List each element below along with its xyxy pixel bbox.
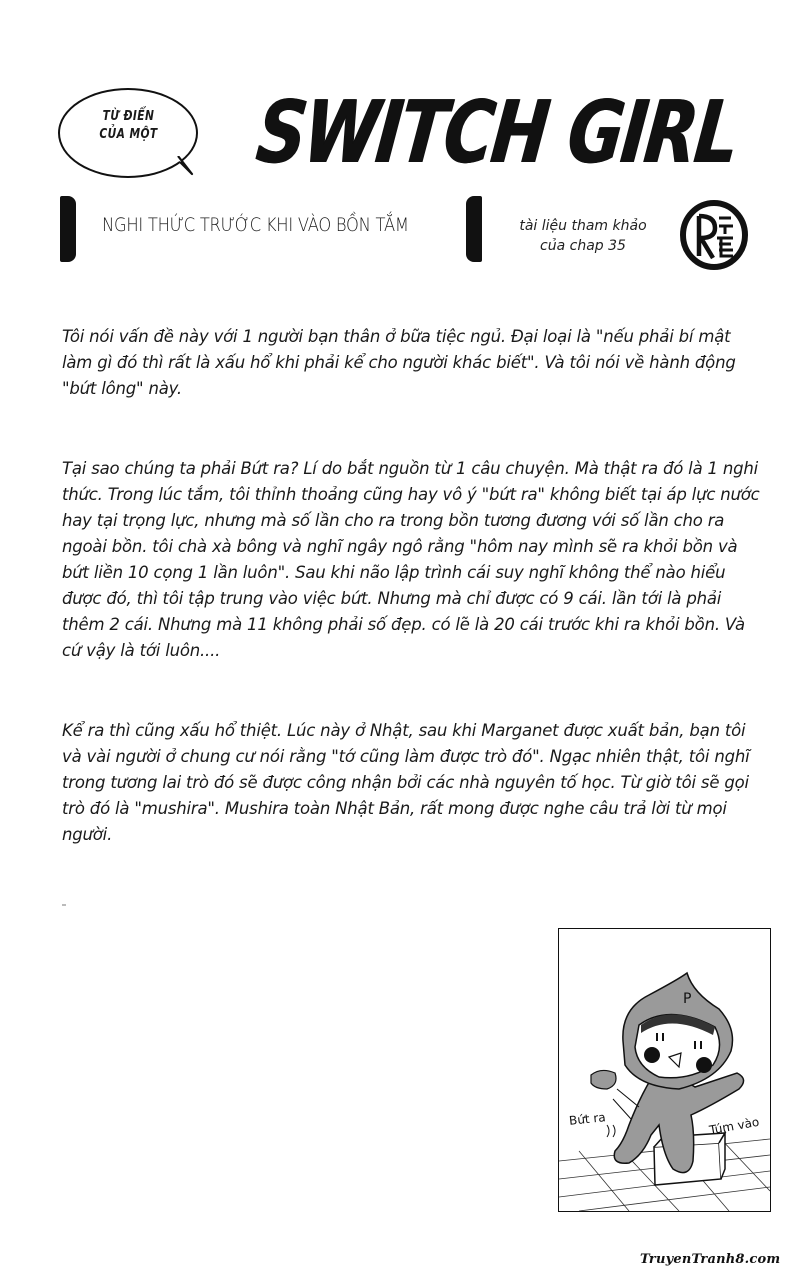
seal-stamp-icon	[679, 200, 749, 270]
illustration-panel	[558, 928, 771, 1212]
bubble-text	[71, 108, 187, 144]
series-logo: SWITCH GIRL	[252, 83, 743, 183]
speech-bubble-tail-icon	[176, 156, 196, 176]
svg-text:P: P	[683, 991, 692, 1007]
bubble-text-line-2: CỦA MỘT	[99, 127, 158, 142]
bubble-text-line-1: TỪ ĐIỂN	[102, 109, 155, 124]
paragraph-1: Tôi nói vấn đề này với 1 người bạn thân ở bữa tiệc ngủ. Đại loại là "nếu phải bí mật làm gì đó thì rất là xấu hổ khi phải kể cho người khác biết". Và tôi nói về hành động "bứt lông" này.	[62, 327, 736, 398]
label-pull-out: Bứt ra	[568, 1110, 607, 1128]
left-bracket-icon	[60, 196, 76, 262]
reference-note	[508, 216, 658, 256]
reference-line-1: tài liệu tham khảo	[519, 218, 647, 234]
paragraph-2: Tại sao chúng ta phải Bứt ra? Lí do bắt nguồn từ 1 câu chuyện. Mà thật ra đó là 1 nghi thức. Trong lúc tắm, tôi thỉnh thoảng cũng hay vô ý "bứt ra" không biết tại áp lực nước hay tại trọng lực, nhưng mà số lần cho ra trong bồn tương đương với số lần cho ra ngoài bồn. tôi chà xà bông và nghĩ ngây ngô rằng "hôm nay mình sẽ ra khỏi bồn và bứt liền 10 cọng 1 lần luôn". Sau khi não lập trình cái suy nghĩ không thể nào hiểu được đó, thì tôi tập trung vào việc bứt. Nhưng mà chỉ được có 9 cái. lần tới là phải thêm 2 cái. Nhưng mà 11 không phải số đẹp. có lẽ là 20 cái trước khi ra khỏi bồn. Và cứ vậy là tới luôn....	[62, 459, 760, 660]
reference-line-2: của chap 35	[540, 238, 626, 254]
section-title: NGHI THỨC TRƯỚC KHI VÀO BỒN TẮM	[102, 214, 409, 236]
paragraph-3: Kể ra thì cũng xấu hổ thiệt. Lúc này ở Nhật, sau khi Marganet được xuất bản, bạn tôi và vài người ở chung cư nói rằng "tớ cũng làm được trò đó". Ngạc nhiên thật, tôi nghĩ trong tương lai trò đó sẽ được công nhận bởi các nhà nguyên tố học. Từ giờ tôi sẽ gọi trò đó là "mushira". Mushira toàn Nhật Bản, rất mong được nghe câu trả lời từ mọi người.	[62, 721, 750, 844]
label-grab-in: Túm vào	[708, 1114, 761, 1138]
right-bracket-icon	[466, 196, 482, 262]
site-watermark: TruyenTranh8.com	[640, 1252, 781, 1267]
print-speck	[62, 904, 66, 906]
character-illustration-icon	[559, 929, 770, 1211]
